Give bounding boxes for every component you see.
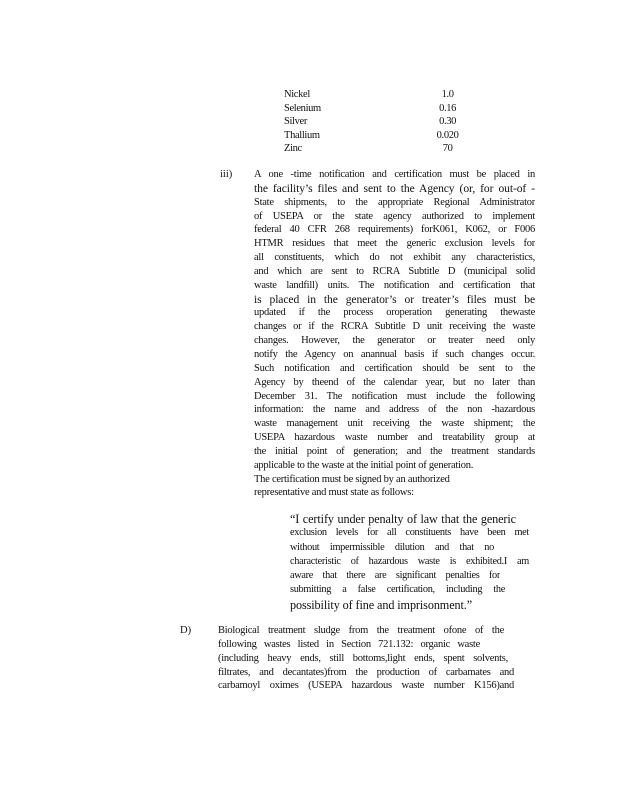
- metal-name: Nickel: [284, 89, 310, 100]
- table-row: [284, 142, 484, 156]
- paragraph-line: waste landfill) units. The notification and certification that: [254, 279, 535, 291]
- metal-name: Thallium: [284, 129, 320, 141]
- table-row: [284, 88, 484, 102]
- paragraph-line: Biological treatment sludge from the treatment ofone of the: [218, 625, 504, 636]
- item-d-paragraph: [218, 624, 514, 693]
- paragraph-line: following wastes listed in Section 721.132: organic waste: [218, 638, 480, 650]
- paragraph-line: and which are sent to RCRA Subtitle D (municipal solid: [254, 265, 535, 277]
- paragraph-line: of USEPA or the state agency authorized to implement: [254, 210, 535, 222]
- table-row: [284, 115, 484, 129]
- quote-line: characteristic of hazardous waste is exhibited.I am: [290, 555, 529, 567]
- paragraph-line: changes. However, the generator or treater need only: [254, 335, 535, 347]
- paragraph-line: The certification must be signed by an authorized: [254, 473, 450, 485]
- quote-line: “I certify under penalty of law that the generic: [290, 512, 516, 526]
- metal-limits-table: [284, 88, 484, 156]
- paragraph-line: filtrates, and decantates)from the production of carbamates and: [218, 666, 514, 678]
- metal-value: 0.16: [439, 102, 457, 114]
- paragraph-line: changes or if the RCRA Subtitle D unit receiving the waste: [254, 321, 535, 333]
- item-iii-paragraph: [254, 168, 535, 500]
- metal-value: 1.0: [441, 89, 454, 100]
- quote-line: exclusion levels for all constituents have been met: [290, 527, 529, 539]
- paragraph-line: December 31. The notification must include the following: [254, 390, 535, 402]
- quote-line: aware that there are significant penalties for: [290, 570, 500, 582]
- paragraph-line: the initial point of generation; and the treatment standards: [254, 445, 535, 457]
- paragraph-line: information: the name and address of the non -hazardous: [254, 404, 535, 416]
- paragraph-line: Agency by theend of the calendar year, but no later than: [254, 376, 535, 388]
- metal-value: 0.30: [439, 116, 457, 128]
- paragraph-line: federal 40 CFR 268 requirements) forK061, K062, or F006: [254, 224, 535, 236]
- paragraph-line: A one -time notification and certification must be placed in: [254, 169, 535, 180]
- paragraph-line: State shipments, to the appropriate Regional Administrator: [254, 196, 535, 208]
- paragraph-line: USEPA hazardous waste number and treatability group at: [254, 432, 535, 444]
- metal-value: 70: [442, 143, 453, 155]
- paragraph-line: the facility’s files and sent to the Agency (or, for out-of -: [254, 181, 535, 195]
- quote-line: without impermissible dilution and that no: [290, 541, 494, 553]
- paragraph-line: Such notification and certification should be sent to the: [254, 362, 535, 374]
- quote-line: possibility of fine and imprisonment.”: [290, 597, 473, 612]
- metal-name: Zinc: [284, 143, 302, 155]
- item-iii-label: iii): [220, 169, 233, 180]
- table-row: [284, 129, 484, 143]
- paragraph-line: applicable to the waste at the initial point of generation.: [254, 459, 474, 471]
- paragraph-line: representative and must state as follows:: [254, 487, 414, 499]
- paragraph-line: all constituents, which do not exhibit any characteristics,: [254, 252, 535, 264]
- paragraph-line: waste management unit receiving the waste shipment; the: [254, 418, 535, 430]
- paragraph-line: carbamoyl oximes (USEPA hazardous waste number K156)and: [218, 680, 514, 692]
- metal-value: 0.020: [436, 129, 459, 141]
- table-row: [284, 102, 484, 116]
- paragraph-line: (including heavy ends, still bottoms,light ends, spent solvents,: [218, 652, 508, 664]
- item-d-label: D): [180, 625, 192, 636]
- paragraph-line: updated if the process oroperation generating thewaste: [254, 307, 535, 319]
- paragraph-line: HTMR residues that meet the generic exclusion levels for: [254, 238, 535, 250]
- metal-name: Silver: [284, 116, 307, 128]
- metal-name: Selenium: [284, 102, 321, 114]
- quote-line: submitting a false certification, including the: [290, 584, 505, 596]
- paragraph-line: notify the Agency on anannual basis if such changes occur.: [254, 348, 535, 360]
- paragraph-line: is placed in the generator’s or treater’s files must be: [254, 292, 535, 306]
- certification-quote: [290, 512, 529, 612]
